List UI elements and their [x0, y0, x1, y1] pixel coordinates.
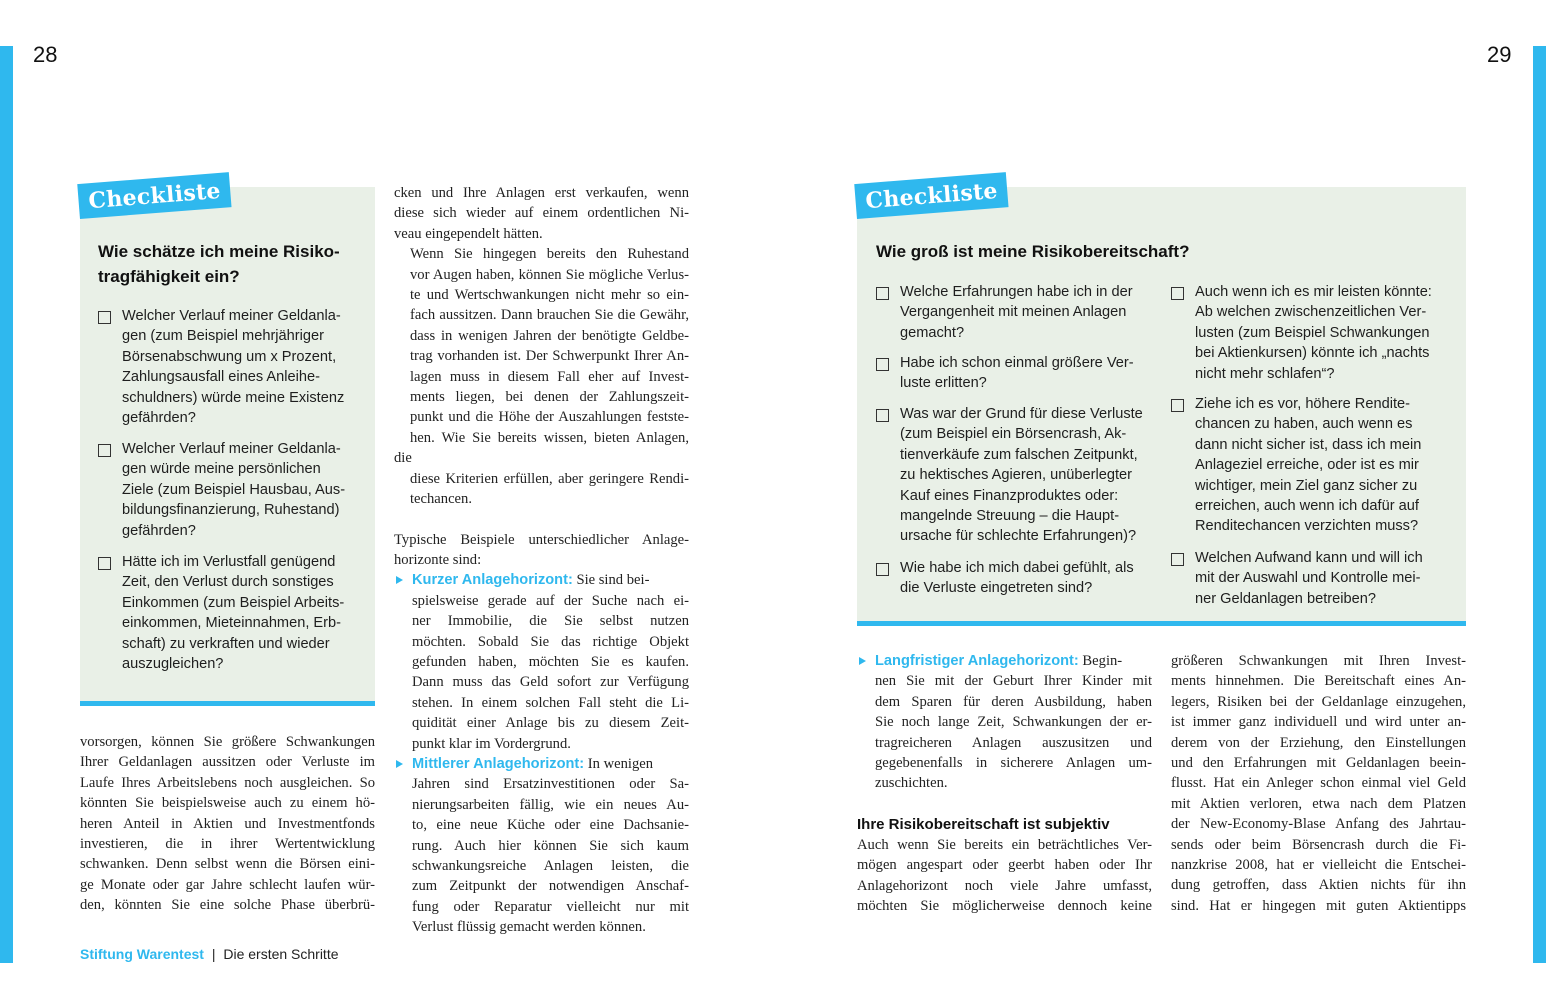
text-line: rung. Auch hier können Sie sich kaum	[412, 837, 689, 854]
checkbox-icon[interactable]	[1171, 287, 1184, 300]
text-line: nen Sie mit der Geburt Ihrer Kinder mit	[875, 673, 1152, 690]
checklist-item-line: Vergangenheit mit meinen Anlagen	[900, 304, 1127, 321]
text-line: Ihrer Geldanlagen aussitzen oder Verluste im	[80, 754, 375, 771]
text-line: spielsweise gerade auf der Suche nach ei-	[412, 592, 689, 609]
checklist-item	[876, 353, 1166, 394]
text-line: fach aussitzen. Dann brauchen Sie die Gewähr,	[410, 307, 689, 324]
checklist-item-line: Welcher Verlauf meiner Geldanla-	[122, 441, 341, 457]
title-line: tragfähigkeit ein?	[98, 267, 240, 286]
right-col2-text	[1171, 651, 1466, 916]
text-line: dem Sparen für deren Ausbildung, haben	[875, 693, 1152, 710]
text-line: ments hinnehmen. Die Bereitschaft eines An-	[1171, 673, 1466, 690]
checklist-item-line: schuldners) würde meine Existenz	[122, 389, 345, 406]
text-line: zuschichten.	[875, 775, 948, 792]
checklist-item-line: Was war der Grund für diese Verluste	[900, 406, 1143, 422]
text-line: diese sich wieder auf einem ordentlichen Ni-	[394, 205, 689, 222]
bullet-label: Langfristiger Anlagehorizont:	[875, 653, 1079, 669]
checklist-item-line: mangelnde Streuung – die Haupt-	[900, 508, 1120, 525]
footer-section: Die ersten Schritte	[223, 946, 339, 962]
checklist-item-line: Renditechancen verzichten muss?	[1195, 518, 1419, 535]
footer	[80, 946, 339, 962]
paragraph	[394, 530, 689, 571]
text-line: ge Monate oder gar Jahre schlecht laufen wür-	[80, 876, 375, 893]
bullet-long-horizon	[857, 651, 1152, 794]
bullet-short-horizon	[394, 570, 689, 754]
text-line: möchten Sie möglicherweise dennoch keine	[857, 898, 1152, 915]
bullet-triangle-icon	[396, 760, 403, 768]
text-line: könnten Sie beispielsweise auch zu einem hö-	[80, 795, 375, 812]
text-line: ments liegen, bei denen der Zahlungszeit-	[410, 389, 689, 406]
checkbox-icon[interactable]	[876, 287, 889, 300]
checkbox-icon[interactable]	[876, 563, 889, 576]
text-line: lagen muss in diesem Fall eher auf Invest-	[410, 368, 689, 385]
checklist-item-line: auszugleichen?	[122, 656, 224, 673]
text-line: Anlagehorizont noch viele Jahre umfasst,	[857, 877, 1152, 894]
left-edge-bar	[0, 46, 13, 963]
text-line: flusst. Hat ein Anleger schon einmal viel Geld	[1171, 775, 1466, 792]
text-line: Sie noch lange Zeit, Schwankungen der er-	[875, 714, 1152, 731]
text-line: mit Aktien verloren, etwa nach dem Platzen	[1171, 795, 1466, 812]
text-line: Dann muss das Geld sofort zur Verfügung	[412, 674, 689, 691]
text-line: mögen angespart oder geerbt haben oder Ihr	[857, 857, 1152, 874]
checklist-title-right: Wie groß ist meine Risikobereitschaft?	[876, 242, 1190, 261]
checkbox-icon[interactable]	[1171, 553, 1184, 566]
text-line: quidität einer Anlage bis zu diesem Zeit-	[412, 715, 689, 732]
checklist-item-line: Ziele (zum Beispiel Hausbau, Aus-	[122, 481, 346, 498]
checklist-item-line: Welcher Verlauf meiner Geldanla-	[122, 308, 341, 324]
checklist-item	[1171, 282, 1461, 384]
paragraph	[857, 835, 1152, 917]
checklist-item-line: wichtiger, mein Ziel ganz sicher zu	[1195, 477, 1418, 494]
left-col2-text	[394, 183, 689, 938]
checklist-item-line: Einkommen (zum Beispiel Arbeits-	[122, 594, 345, 611]
text-line: vor Augen haben, können Sie mögliche Verlus-	[410, 266, 689, 283]
checklist-item-line: Kauf eines Finanzproduktes oder:	[900, 487, 1119, 504]
text-line: veau eingependelt hätten.	[394, 225, 543, 242]
checklist-item-line: Zeit, den Verlust durch sonstiges	[122, 574, 334, 591]
text-line: möchten. Sobald Sie das richtige Objekt	[412, 633, 689, 650]
checklist-item-line: bei Aktienkursen) könnte ich „nachts	[1195, 345, 1430, 362]
title-line: Wie schätze ich meine Risiko-	[98, 242, 340, 261]
text-line: fung oder Reparatur vielleicht nur mit	[412, 898, 689, 915]
text-line: gegebenenfalls in sicherere Anlagen um-	[875, 755, 1152, 772]
footer-brand: Stiftung Warentest	[80, 946, 204, 962]
checklist-item-line: schaft) zu verkraften und wieder	[122, 635, 330, 652]
text-line: sind. Hat er hingegen mit guten Aktientipps	[1171, 897, 1466, 914]
footer-separator: |	[211, 946, 216, 962]
text-line: nanzkrise 2008, hat er vielleicht die Entschei-	[1171, 857, 1466, 874]
checklist-item-line: chancen zu haben, auch wenn es	[1195, 416, 1413, 433]
checklist-item-line: einkommen, Mieteinnahmen, Erb-	[122, 615, 342, 632]
text-line: dass in wenigen Jahren der benötigte Geldbe-	[410, 327, 689, 344]
text-line: Jahren sind Ersatzinvestitionen oder Sa-	[412, 776, 689, 793]
text-line: te und Wertschwankungen nicht mehr so ein-	[410, 287, 689, 304]
bullet-triangle-icon	[396, 576, 403, 584]
checklist-item-line: Zahlungsausfall eines Anleihe-	[122, 369, 320, 386]
checklist-item	[876, 282, 1166, 343]
checklist-item	[1171, 394, 1461, 537]
checklist-tag-left: Checkliste	[77, 172, 232, 219]
checklist-item-line: gen (zum Beispiel mehrjähriger	[122, 328, 324, 345]
checklist-tag-right: Checkliste	[854, 172, 1009, 219]
checklist-item-line: luste erlitten?	[900, 375, 987, 392]
text-line: investieren, die in ihrer Wertentwicklung	[80, 836, 375, 853]
text-line: legers, Risiken bei der Geldanlage einzugehen,	[1171, 693, 1466, 710]
checklist-item-line: gefährden?	[122, 410, 196, 427]
page-number-left: 28	[33, 42, 58, 67]
checklist-item-line: die Verluste eingetreten sind?	[900, 580, 1093, 597]
bullet-triangle-icon	[859, 657, 866, 665]
checklist-item	[98, 552, 368, 674]
right-col1-text	[857, 651, 1152, 916]
text-line: Verlust flüssig gemacht werden können.	[412, 919, 646, 936]
text-line: nierungsarbeiten fällig, wie ein neues Au-	[412, 796, 689, 813]
subheading: Ihre Risikobereitschaft ist subjektiv	[857, 815, 1110, 833]
text-line: Wenn Sie hingegen bereits den Ruhestand	[410, 246, 689, 263]
checklist-item-line: gen würde meine persönlichen	[122, 461, 321, 478]
checklist-item-line: Welchen Aufwand kann und will ich	[1195, 550, 1423, 566]
text-line: ist immer ganz individuell und wird unter an-	[1171, 714, 1466, 731]
text-line: größeren Schwankungen mit Ihren Invest-	[1171, 653, 1466, 669]
text-line: techancen.	[410, 491, 472, 508]
checklist-item-line: gemacht?	[900, 324, 965, 341]
text-line: vorsorgen, können Sie größere Schwankungen	[80, 734, 375, 750]
checklist-item-line: (zum Beispiel ein Börsencrash, Ak-	[900, 426, 1127, 443]
text-line: Laufe Ihres Arbeitslebens noch ausgleichen. So	[80, 774, 375, 791]
checklist-item-line: Hätte ich im Verlustfall genügend	[122, 554, 336, 570]
checklist-item-line: Wie habe ich mich dabei gefühlt, als	[900, 560, 1134, 576]
text-line: derem von der Erziehung, den Einstellungen	[1171, 734, 1466, 751]
text-line: schwankungsreiche Anlagen leisten, die	[412, 858, 689, 874]
bullet-first-line: Begin-	[1078, 653, 1123, 669]
text-line: und den Erfahrungen mit Geldanlagen beein-	[1171, 755, 1466, 772]
text-line: cken und Ihre Anlagen erst verkaufen, wenn	[394, 185, 689, 201]
text-line: heren Anteil in Aktien und Investmentfonds	[80, 815, 375, 832]
text-line: stehen. In einem solchen Fall steht die Li-	[412, 694, 689, 711]
checklist-item-line: mit der Auswahl und Kontrolle mei-	[1195, 570, 1421, 587]
checkbox-icon[interactable]	[98, 311, 111, 324]
checkbox-icon[interactable]	[98, 444, 111, 457]
paragraph	[394, 244, 689, 509]
bullet-label: Mittlerer Anlagehorizont:	[412, 755, 585, 772]
bullet-first-line: Sie sind bei-	[572, 572, 650, 589]
text-line: horizonte sind:	[394, 551, 482, 568]
paragraph	[394, 183, 689, 244]
text-line: schwanken. Denn selbst wenn die Börsen eini-	[80, 856, 375, 873]
checklist-item-line: ursache für schlechte Erfahrungen)?	[900, 528, 1137, 545]
checkbox-icon[interactable]	[98, 557, 111, 570]
checklist-item	[1171, 548, 1461, 609]
checkbox-icon[interactable]	[876, 409, 889, 422]
checklist-item-line: nicht mehr schlafen“?	[1195, 365, 1335, 382]
bullet-label: Kurzer Anlagehorizont:	[412, 572, 573, 589]
checklist-item-line: gefährden?	[122, 522, 196, 539]
text-line: den, könnten Sie eine solche Phase überbrü-	[80, 897, 375, 914]
checklist-item	[98, 439, 368, 541]
checklist-item-line: tienverkäufe zum falschen Zeitpunkt,	[900, 446, 1138, 463]
text-line: Typische Beispiele unterschiedlicher Anlage-	[394, 531, 689, 548]
text-line: zum Zeitpunkt der notwendigen Anschaf-	[412, 878, 689, 895]
checklist-item-line: zu hektisches Agieren, unüberlegter	[900, 467, 1133, 484]
checklist-title-left	[98, 239, 368, 289]
text-line: sends oder beim Börsencrash durch die Fi-	[1171, 836, 1466, 853]
text-line: hen. Wie Sie bereits wissen, bieten Anlagen, die	[394, 429, 689, 467]
checklist-item-line: Börsenabschwung um x Prozent,	[122, 348, 337, 365]
text-line: punkt klar im Vordergrund.	[412, 735, 571, 752]
checkbox-icon[interactable]	[876, 358, 889, 371]
checklist-item-line: erreichen, auch wenn ich dafür auf	[1195, 498, 1419, 515]
text-line: tragreicheren Anlagen auszusitzen und	[875, 734, 1152, 751]
checklist-item-line: Auch wenn ich es mir leisten könnte:	[1195, 284, 1432, 300]
text-line: trag vorhanden ist. Der Schwerpunkt Ihrer An-	[410, 348, 689, 365]
bullet-first-line: In wenigen	[584, 755, 654, 772]
checklist-item	[98, 306, 368, 428]
text-line: der New-Economy-Blase Anfang des Jahrtau-	[1171, 816, 1466, 833]
checklist-item-line: bildungsfinanzierung, Ruhestand)	[122, 502, 340, 519]
checklist-item	[876, 404, 1166, 547]
checklist-item-line: ner Geldanlagen betreiben?	[1195, 590, 1376, 607]
checkbox-icon[interactable]	[1171, 399, 1184, 412]
left-col1-text	[80, 732, 375, 916]
page-number-right: 29	[1487, 42, 1512, 67]
text-line: Auch wenn Sie bereits ein beträchtliches Ver-	[857, 836, 1152, 853]
text-line: diese Kriterien erfüllen, aber geringere Rendi-	[410, 470, 689, 487]
checklist-item-line: Habe ich schon einmal größere Ver-	[900, 355, 1134, 371]
checklist-item-line: dann nicht sicher ist, dass ich mein	[1195, 436, 1422, 453]
bullet-medium-horizon	[394, 754, 689, 938]
checklist-item-line: Anlageziel erreiche, oder ist es mir	[1195, 457, 1419, 474]
text-line: punkt und die Höhe der Auszahlungen festste-	[410, 409, 689, 426]
checklist-item-line: Ab welchen zwischenzeitlichen Ver-	[1195, 304, 1427, 321]
checklist-item-line: lusten (zum Beispiel Schwankungen	[1195, 324, 1430, 341]
checklist-item-line: Welche Erfahrungen habe ich in der	[900, 284, 1133, 300]
right-edge-bar	[1533, 46, 1546, 963]
text-line: gefunden haben, möchten Sie es kaufen.	[412, 653, 689, 670]
checklist-item-line: Ziehe ich es vor, höhere Rendite-	[1195, 396, 1410, 412]
checklist-item	[876, 558, 1166, 599]
text-line: to, eine neue Küche oder eine Dachsanie-	[412, 817, 689, 834]
text-line: ner Immobilie, die Sie selbst nutzen	[412, 613, 689, 630]
text-line: dung getroffen, dass Aktien nichts für ihn	[1171, 877, 1466, 894]
